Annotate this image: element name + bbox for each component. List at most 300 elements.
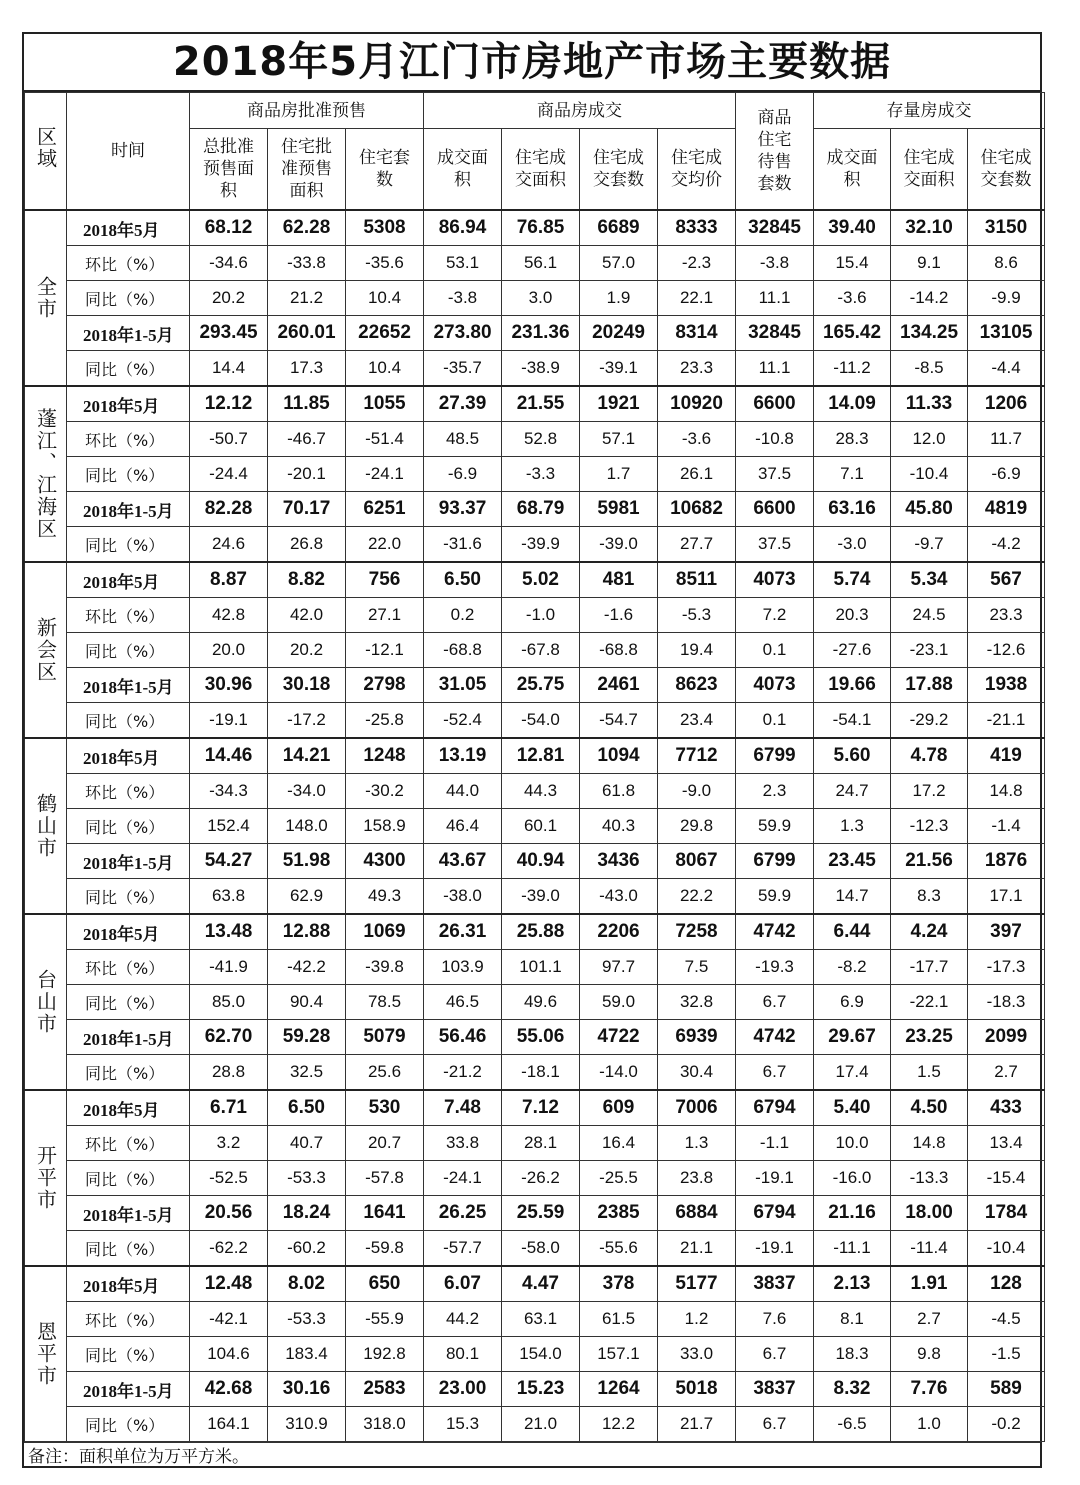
data-cell: 8.1 <box>814 1302 891 1337</box>
header-time: 时间 <box>67 93 190 211</box>
data-cell: -12.6 <box>968 633 1045 668</box>
table-row <box>25 703 1045 739</box>
data-cell: -15.4 <box>968 1161 1045 1196</box>
data-cell: 6794 <box>736 1196 814 1231</box>
data-cell: 57.0 <box>580 246 658 281</box>
table-row <box>25 774 1045 809</box>
data-cell: -20.1 <box>268 457 346 492</box>
data-cell: -39.8 <box>346 950 424 985</box>
row-label: 同比（%） <box>67 457 190 492</box>
row-label: 同比（%） <box>67 1161 190 1196</box>
data-cell: 33.8 <box>424 1126 502 1161</box>
row-label: 2018年1-5月 <box>67 1372 190 1407</box>
region-label: 蓬江、江海区 <box>25 386 67 562</box>
region-label: 新会区 <box>25 562 67 738</box>
data-cell: -12.3 <box>891 809 968 844</box>
column-header: 住宅成交面积 <box>891 129 968 211</box>
data-cell: 609 <box>580 1090 658 1126</box>
table-row <box>25 246 1045 281</box>
data-cell: 17.3 <box>268 351 346 387</box>
data-cell: 59.0 <box>580 985 658 1020</box>
data-cell: -34.6 <box>190 246 268 281</box>
table-row <box>25 1407 1045 1442</box>
data-cell: -3.6 <box>658 422 736 457</box>
data-cell: -2.3 <box>658 246 736 281</box>
data-cell: 6.9 <box>814 985 891 1020</box>
data-cell: 4742 <box>736 914 814 950</box>
data-cell: -52.4 <box>424 703 502 739</box>
table-row <box>25 316 1045 351</box>
data-cell: -53.3 <box>268 1302 346 1337</box>
data-cell: 19.4 <box>658 633 736 668</box>
data-cell: 128 <box>968 1266 1045 1302</box>
data-cell: 27.1 <box>346 598 424 633</box>
data-cell: 21.2 <box>268 281 346 316</box>
column-header: 住宅成交套数 <box>580 129 658 211</box>
data-cell: 2.7 <box>968 1055 1045 1091</box>
header-inventory: 商品住宅待售套数 <box>736 93 814 211</box>
data-cell: 22.1 <box>658 281 736 316</box>
data-cell: 8.87 <box>190 562 268 598</box>
data-cell: 7.5 <box>658 950 736 985</box>
data-cell: 19.66 <box>814 668 891 703</box>
data-cell: 6939 <box>658 1020 736 1055</box>
data-cell: 8.32 <box>814 1372 891 1407</box>
data-cell: -17.7 <box>891 950 968 985</box>
data-cell: 164.1 <box>190 1407 268 1442</box>
table-row <box>25 879 1045 915</box>
data-cell: 165.42 <box>814 316 891 351</box>
header-group-transaction: 商品房成交 <box>424 93 736 129</box>
data-cell: 3.2 <box>190 1126 268 1161</box>
data-cell: -8.2 <box>814 950 891 985</box>
data-cell: 3837 <box>736 1372 814 1407</box>
data-cell: 9.8 <box>891 1337 968 1372</box>
data-cell: -17.2 <box>268 703 346 739</box>
data-cell: -38.0 <box>424 879 502 915</box>
data-cell: 59.28 <box>268 1020 346 1055</box>
data-cell: -9.9 <box>968 281 1045 316</box>
data-cell: -39.0 <box>502 879 580 915</box>
row-label: 2018年5月 <box>67 1266 190 1302</box>
data-cell: 6.50 <box>268 1090 346 1126</box>
data-cell: 68.79 <box>502 492 580 527</box>
column-header: 住宅成交面积 <box>502 129 580 211</box>
data-cell: -26.2 <box>502 1161 580 1196</box>
data-cell: 154.0 <box>502 1337 580 1372</box>
data-cell: 25.59 <box>502 1196 580 1231</box>
data-cell: 103.9 <box>424 950 502 985</box>
data-cell: 29.67 <box>814 1020 891 1055</box>
data-cell: 2.7 <box>891 1302 968 1337</box>
data-cell: -4.2 <box>968 527 1045 563</box>
data-cell: 20.7 <box>346 1126 424 1161</box>
data-cell: 29.8 <box>658 809 736 844</box>
row-label: 2018年1-5月 <box>67 1020 190 1055</box>
data-cell: 2.13 <box>814 1266 891 1302</box>
data-cell: 10682 <box>658 492 736 527</box>
data-cell: 44.3 <box>502 774 580 809</box>
data-cell: 85.0 <box>190 985 268 1020</box>
data-cell: 8067 <box>658 844 736 879</box>
data-cell: 4742 <box>736 1020 814 1055</box>
data-cell: 567 <box>968 562 1045 598</box>
data-cell: 1.7 <box>580 457 658 492</box>
data-cell: 378 <box>580 1266 658 1302</box>
data-cell: 273.80 <box>424 316 502 351</box>
data-cell: -51.4 <box>346 422 424 457</box>
data-cell: 5308 <box>346 210 424 246</box>
data-cell: 158.9 <box>346 809 424 844</box>
data-cell: 61.5 <box>580 1302 658 1337</box>
header-row-groups <box>25 93 1045 129</box>
data-cell: 32845 <box>736 210 814 246</box>
data-cell: -57.7 <box>424 1231 502 1267</box>
table-row <box>25 457 1045 492</box>
data-cell: 23.25 <box>891 1020 968 1055</box>
data-cell: -67.8 <box>502 633 580 668</box>
data-cell: 63.1 <box>502 1302 580 1337</box>
data-cell: 2798 <box>346 668 424 703</box>
data-cell: 1.2 <box>658 1302 736 1337</box>
data-cell: 7.6 <box>736 1302 814 1337</box>
header-group-resale: 存量房成交 <box>814 93 1045 129</box>
data-cell: 61.8 <box>580 774 658 809</box>
data-cell: -62.2 <box>190 1231 268 1267</box>
data-cell: 7712 <box>658 738 736 774</box>
data-cell: 22.2 <box>658 879 736 915</box>
data-cell: 10.4 <box>346 281 424 316</box>
data-cell: 2.3 <box>736 774 814 809</box>
data-cell: 14.09 <box>814 386 891 422</box>
table-row <box>25 598 1045 633</box>
data-cell: 419 <box>968 738 1045 774</box>
data-cell: 16.4 <box>580 1126 658 1161</box>
data-cell: 12.81 <box>502 738 580 774</box>
data-cell: 1.9 <box>580 281 658 316</box>
data-cell: 57.1 <box>580 422 658 457</box>
data-cell: 231.36 <box>502 316 580 351</box>
data-cell: -34.0 <box>268 774 346 809</box>
table-row <box>25 950 1045 985</box>
data-cell: 5079 <box>346 1020 424 1055</box>
data-cell: 433 <box>968 1090 1045 1126</box>
data-cell: 6.7 <box>736 1407 814 1442</box>
data-cell: -19.1 <box>736 1231 814 1267</box>
table-row <box>25 1020 1045 1055</box>
data-cell: 756 <box>346 562 424 598</box>
data-cell: -10.4 <box>968 1231 1045 1267</box>
data-cell: 62.28 <box>268 210 346 246</box>
data-cell: 397 <box>968 914 1045 950</box>
data-cell: 2099 <box>968 1020 1045 1055</box>
data-cell: 28.8 <box>190 1055 268 1091</box>
data-cell: 13.19 <box>424 738 502 774</box>
data-cell: 6251 <box>346 492 424 527</box>
data-cell: 6.50 <box>424 562 502 598</box>
data-cell: 20.0 <box>190 633 268 668</box>
data-cell: 93.37 <box>424 492 502 527</box>
data-cell: 4.78 <box>891 738 968 774</box>
data-cell: 13.4 <box>968 1126 1045 1161</box>
data-cell: 32845 <box>736 316 814 351</box>
data-cell: 2461 <box>580 668 658 703</box>
data-cell: -1.5 <box>968 1337 1045 1372</box>
data-cell: -25.8 <box>346 703 424 739</box>
region-label: 全市 <box>25 210 67 386</box>
data-cell: 8511 <box>658 562 736 598</box>
data-cell: 650 <box>346 1266 424 1302</box>
data-cell: 25.88 <box>502 914 580 950</box>
data-cell: 6.7 <box>736 1337 814 1372</box>
data-cell: 32.10 <box>891 210 968 246</box>
data-cell: 8.6 <box>968 246 1045 281</box>
data-cell: 20.2 <box>268 633 346 668</box>
data-cell: -54.0 <box>502 703 580 739</box>
data-cell: -39.9 <box>502 527 580 563</box>
column-header: 住宅成交均价 <box>658 129 736 211</box>
data-cell: 53.1 <box>424 246 502 281</box>
data-cell: 15.3 <box>424 1407 502 1442</box>
data-cell: 4.24 <box>891 914 968 950</box>
data-cell: 78.5 <box>346 985 424 1020</box>
data-cell: 3150 <box>968 210 1045 246</box>
data-cell: 2385 <box>580 1196 658 1231</box>
data-cell: -9.0 <box>658 774 736 809</box>
footnote: 备注：面积单位为万平方米。 <box>24 1442 1040 1471</box>
row-label: 同比（%） <box>67 1231 190 1267</box>
data-cell: 26.25 <box>424 1196 502 1231</box>
data-cell: 183.4 <box>268 1337 346 1372</box>
data-cell: -4.5 <box>968 1302 1045 1337</box>
data-table <box>24 92 1045 1442</box>
data-cell: 20249 <box>580 316 658 351</box>
data-cell: 63.16 <box>814 492 891 527</box>
table-row <box>25 668 1045 703</box>
header-group-presale: 商品房批准预售 <box>190 93 424 129</box>
data-cell: 104.6 <box>190 1337 268 1372</box>
table-row <box>25 1266 1045 1302</box>
data-cell: -14.0 <box>580 1055 658 1091</box>
data-cell: 11.85 <box>268 386 346 422</box>
data-cell: 7258 <box>658 914 736 950</box>
data-cell: 40.3 <box>580 809 658 844</box>
table-row <box>25 1231 1045 1267</box>
data-cell: -17.3 <box>968 950 1045 985</box>
row-label: 同比（%） <box>67 351 190 387</box>
data-cell: 11.7 <box>968 422 1045 457</box>
data-cell: 13105 <box>968 316 1045 351</box>
data-cell: -3.8 <box>736 246 814 281</box>
data-cell: -29.2 <box>891 703 968 739</box>
data-cell: 59.9 <box>736 809 814 844</box>
data-cell: 260.01 <box>268 316 346 351</box>
data-cell: 6799 <box>736 738 814 774</box>
table-body <box>25 210 1045 1442</box>
data-cell: -16.0 <box>814 1161 891 1196</box>
data-cell: 152.4 <box>190 809 268 844</box>
data-cell: -24.4 <box>190 457 268 492</box>
data-cell: -43.0 <box>580 879 658 915</box>
table-row <box>25 1372 1045 1407</box>
data-cell: 4722 <box>580 1020 658 1055</box>
data-cell: 8.3 <box>891 879 968 915</box>
row-label: 环比（%） <box>67 598 190 633</box>
data-cell: 5018 <box>658 1372 736 1407</box>
data-cell: -60.2 <box>268 1231 346 1267</box>
table-row <box>25 1337 1045 1372</box>
data-cell: 12.12 <box>190 386 268 422</box>
data-cell: 51.98 <box>268 844 346 879</box>
data-cell: 23.3 <box>968 598 1045 633</box>
data-cell: -6.5 <box>814 1407 891 1442</box>
data-cell: 24.7 <box>814 774 891 809</box>
data-cell: -24.1 <box>346 457 424 492</box>
data-cell: 14.7 <box>814 879 891 915</box>
data-cell: 1876 <box>968 844 1045 879</box>
data-cell: 5.60 <box>814 738 891 774</box>
column-header: 住宅成交套数 <box>968 129 1045 211</box>
data-cell: -22.1 <box>891 985 968 1020</box>
row-label: 2018年1-5月 <box>67 668 190 703</box>
data-cell: 40.7 <box>268 1126 346 1161</box>
data-cell: 12.88 <box>268 914 346 950</box>
data-cell: 20.2 <box>190 281 268 316</box>
data-cell: 11.1 <box>736 351 814 387</box>
row-label: 环比（%） <box>67 422 190 457</box>
data-cell: 2583 <box>346 1372 424 1407</box>
data-cell: 3436 <box>580 844 658 879</box>
data-cell: 70.17 <box>268 492 346 527</box>
row-label: 同比（%） <box>67 633 190 668</box>
data-cell: 12.2 <box>580 1407 658 1442</box>
data-cell: 42.0 <box>268 598 346 633</box>
row-label: 同比（%） <box>67 1055 190 1091</box>
data-cell: -68.8 <box>580 633 658 668</box>
data-cell: -24.1 <box>424 1161 502 1196</box>
data-cell: 44.2 <box>424 1302 502 1337</box>
data-cell: 293.45 <box>190 316 268 351</box>
table-row <box>25 844 1045 879</box>
table-row <box>25 1196 1045 1231</box>
data-cell: 56.1 <box>502 246 580 281</box>
data-cell: 1784 <box>968 1196 1045 1231</box>
data-cell: 6600 <box>736 492 814 527</box>
row-label: 2018年1-5月 <box>67 1196 190 1231</box>
data-cell: 14.21 <box>268 738 346 774</box>
data-cell: 49.3 <box>346 879 424 915</box>
data-cell: 25.6 <box>346 1055 424 1091</box>
table-row <box>25 1302 1045 1337</box>
data-cell: 26.31 <box>424 914 502 950</box>
data-cell: 8333 <box>658 210 736 246</box>
data-cell: -3.6 <box>814 281 891 316</box>
row-label: 2018年1-5月 <box>67 316 190 351</box>
data-cell: 33.0 <box>658 1337 736 1372</box>
data-cell: 6884 <box>658 1196 736 1231</box>
data-cell: 31.05 <box>424 668 502 703</box>
table-row <box>25 914 1045 950</box>
data-cell: 8.82 <box>268 562 346 598</box>
data-cell: -55.9 <box>346 1302 424 1337</box>
data-cell: 44.0 <box>424 774 502 809</box>
data-cell: -19.1 <box>736 1161 814 1196</box>
data-cell: 28.3 <box>814 422 891 457</box>
data-cell: -46.7 <box>268 422 346 457</box>
data-cell: 18.3 <box>814 1337 891 1372</box>
row-label: 环比（%） <box>67 950 190 985</box>
data-cell: 20.3 <box>814 598 891 633</box>
row-label: 2018年5月 <box>67 562 190 598</box>
data-cell: -14.2 <box>891 281 968 316</box>
data-cell: 24.6 <box>190 527 268 563</box>
data-cell: 15.23 <box>502 1372 580 1407</box>
data-cell: -27.6 <box>814 633 891 668</box>
data-cell: 30.18 <box>268 668 346 703</box>
data-cell: 30.4 <box>658 1055 736 1091</box>
data-cell: -33.8 <box>268 246 346 281</box>
table-row <box>25 1055 1045 1091</box>
data-cell: 9.1 <box>891 246 968 281</box>
data-cell: 45.80 <box>891 492 968 527</box>
data-cell: 6.07 <box>424 1266 502 1302</box>
data-cell: -10.4 <box>891 457 968 492</box>
table-row <box>25 562 1045 598</box>
data-cell: -23.1 <box>891 633 968 668</box>
data-cell: -1.0 <box>502 598 580 633</box>
table-row <box>25 351 1045 387</box>
column-header: 成交面积 <box>424 129 502 211</box>
data-cell: -35.7 <box>424 351 502 387</box>
data-cell: -1.1 <box>736 1126 814 1161</box>
data-cell: 7.76 <box>891 1372 968 1407</box>
row-label: 同比（%） <box>67 985 190 1020</box>
data-cell: 4.50 <box>891 1090 968 1126</box>
data-cell: 23.3 <box>658 351 736 387</box>
data-cell: 1.5 <box>891 1055 968 1091</box>
table-row <box>25 1161 1045 1196</box>
data-cell: 1641 <box>346 1196 424 1231</box>
data-cell: 14.8 <box>891 1126 968 1161</box>
data-cell: 310.9 <box>268 1407 346 1442</box>
data-cell: 8.02 <box>268 1266 346 1302</box>
row-label: 同比（%） <box>67 281 190 316</box>
data-cell: -1.6 <box>580 598 658 633</box>
data-cell: 60.1 <box>502 809 580 844</box>
table-row <box>25 386 1045 422</box>
data-cell: 481 <box>580 562 658 598</box>
data-cell: -5.3 <box>658 598 736 633</box>
data-cell: 32.5 <box>268 1055 346 1091</box>
data-cell: 82.28 <box>190 492 268 527</box>
data-cell: 5.74 <box>814 562 891 598</box>
data-cell: 6.7 <box>736 985 814 1020</box>
row-label: 2018年5月 <box>67 738 190 774</box>
data-cell: 28.1 <box>502 1126 580 1161</box>
data-cell: 80.1 <box>424 1337 502 1372</box>
data-cell: 157.1 <box>580 1337 658 1372</box>
data-cell: 3837 <box>736 1266 814 1302</box>
page-title: 2018年5月江门市房地产市场主要数据 <box>24 34 1040 92</box>
data-cell: 49.6 <box>502 985 580 1020</box>
data-cell: 4300 <box>346 844 424 879</box>
data-cell: 48.5 <box>424 422 502 457</box>
region-label: 开平市 <box>25 1090 67 1266</box>
data-cell: 10.4 <box>346 351 424 387</box>
data-cell: 589 <box>968 1372 1045 1407</box>
table-row <box>25 422 1045 457</box>
data-cell: 32.8 <box>658 985 736 1020</box>
